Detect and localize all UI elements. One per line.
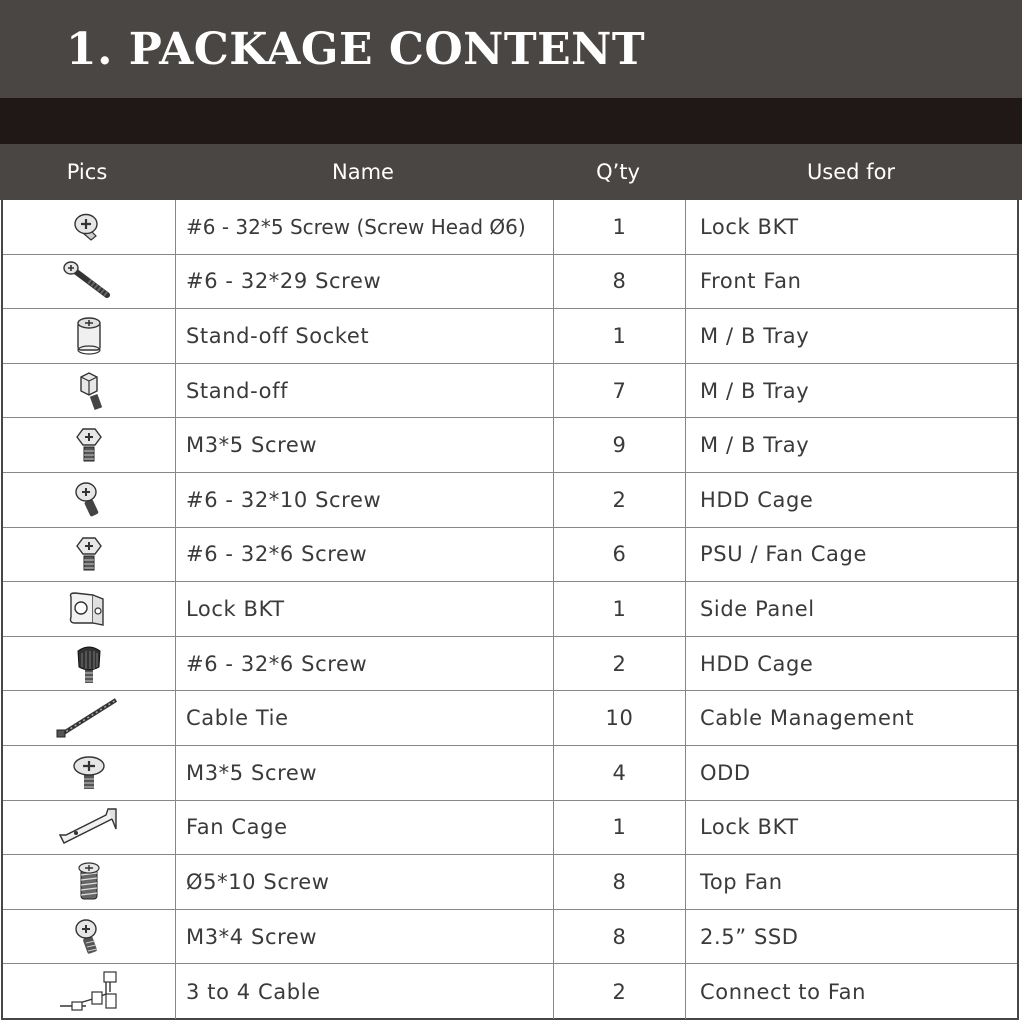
used-for-cell: Lock BKT [700,815,799,840]
qty-cell: 8 [554,255,686,309]
name-cell: #6 - 32*6 Screw [176,528,554,582]
used-for-cell: Lock BKT [700,214,799,239]
table-row-2 [3,255,1017,310]
table-row-3 [3,309,1017,364]
qty-cell: 8 [554,910,686,964]
name-cell: #6 - 32*10 Screw [176,473,554,527]
pic-cell [3,691,176,745]
package-content-table [1,200,1019,1020]
name-cell: M3*5 Screw [176,746,554,800]
table-row-14 [3,910,1017,965]
table-row-10 [3,691,1017,746]
used-for-cell: Top Fan [700,869,783,894]
name-cell: 3 to 4 Cable [176,964,554,1019]
used-for-cell: Connect to Fan [700,979,866,1004]
qty-cell: 1 [554,801,686,855]
page-title: 1. PACKAGE CONTENT [66,24,646,75]
table-row-13 [3,855,1017,910]
name-cell: #6 - 32*5 Screw (Screw Head Ø6) [176,200,554,254]
pic-cell [3,746,176,800]
pic-cell [3,855,176,909]
table-row-1 [3,200,1017,255]
fan-screw-icon [69,859,109,905]
title-bar [0,0,1022,98]
pic-cell [3,364,176,418]
qty-cell: 1 [554,309,686,363]
used-for-cell: HDD Cage [700,651,814,676]
lock-bracket-icon [65,589,113,629]
pic-cell [3,964,176,1019]
qty-cell: 7 [554,364,686,418]
flat-head-screw-icon [69,207,109,247]
name-cell: #6 - 32*6 Screw [176,637,554,691]
round-head-screw-icon [69,478,109,522]
pic-cell [3,801,176,855]
column-header-used-for: Used for [806,160,896,184]
hex-head-screw-icon [69,423,109,467]
pic-cell [3,473,176,527]
name-cell: M3*4 Screw [176,910,554,964]
table-row-5 [3,418,1017,473]
pic-cell [3,582,176,636]
used-for-cell: Front Fan [700,269,802,294]
long-screw-icon [59,259,119,303]
qty-cell: 9 [554,418,686,472]
qty-cell: 6 [554,528,686,582]
table-row-15 [3,964,1017,1019]
fan-cage-bracket-icon [56,805,122,849]
table-row-8 [3,582,1017,637]
name-cell: Fan Cage [176,801,554,855]
wide-head-screw-icon [67,751,111,795]
pic-cell [3,418,176,472]
qty-cell: 1 [554,200,686,254]
table-row-11 [3,746,1017,801]
qty-cell: 2 [554,964,686,1019]
used-for-cell: PSU / Fan Cage [700,542,867,567]
used-for-cell: 2.5” SSD [700,924,799,949]
name-cell: Cable Tie [176,691,554,745]
used-for-cell: M / B Tray [700,378,810,403]
table-row-12 [3,801,1017,856]
column-header-name: Name [332,160,394,184]
qty-cell: 10 [554,691,686,745]
qty-cell: 1 [554,582,686,636]
used-for-cell: Cable Management [700,706,915,731]
table-header-row [0,144,1022,200]
name-cell: Lock BKT [176,582,554,636]
name-cell: Stand-off [176,364,554,418]
qty-cell: 8 [554,855,686,909]
table-row-6 [3,473,1017,528]
name-cell: #6 - 32*29 Screw [176,255,554,309]
column-header-pics: Pics [66,160,108,184]
cable-tie-icon [54,694,124,742]
name-cell: Ø5*10 Screw [176,855,554,909]
title-divider-band [0,98,1022,144]
qty-cell: 4 [554,746,686,800]
pic-cell [3,309,176,363]
pic-cell [3,255,176,309]
table-row-7 [3,528,1017,583]
used-for-cell: ODD [700,760,751,785]
name-cell: M3*5 Screw [176,418,554,472]
standoff-icon [69,369,109,413]
used-for-cell: HDD Cage [700,487,814,512]
thumb-screw-icon [69,641,109,687]
column-header-qty: Q’ty [596,160,640,184]
used-for-cell: M / B Tray [700,323,810,348]
table-row-9 [3,637,1017,692]
small-screw-icon [69,915,109,959]
used-for-cell: Side Panel [700,596,815,621]
hex-head-screw-icon [69,532,109,576]
fan-cable-icon [56,968,122,1016]
name-cell: Stand-off Socket [176,309,554,363]
pic-cell [3,528,176,582]
qty-cell: 2 [554,473,686,527]
qty-cell: 2 [554,637,686,691]
pic-cell [3,910,176,964]
used-for-cell: M / B Tray [700,433,810,458]
standoff-socket-icon [69,314,109,358]
pic-cell [3,200,176,254]
pic-cell [3,637,176,691]
table-row-4 [3,364,1017,419]
